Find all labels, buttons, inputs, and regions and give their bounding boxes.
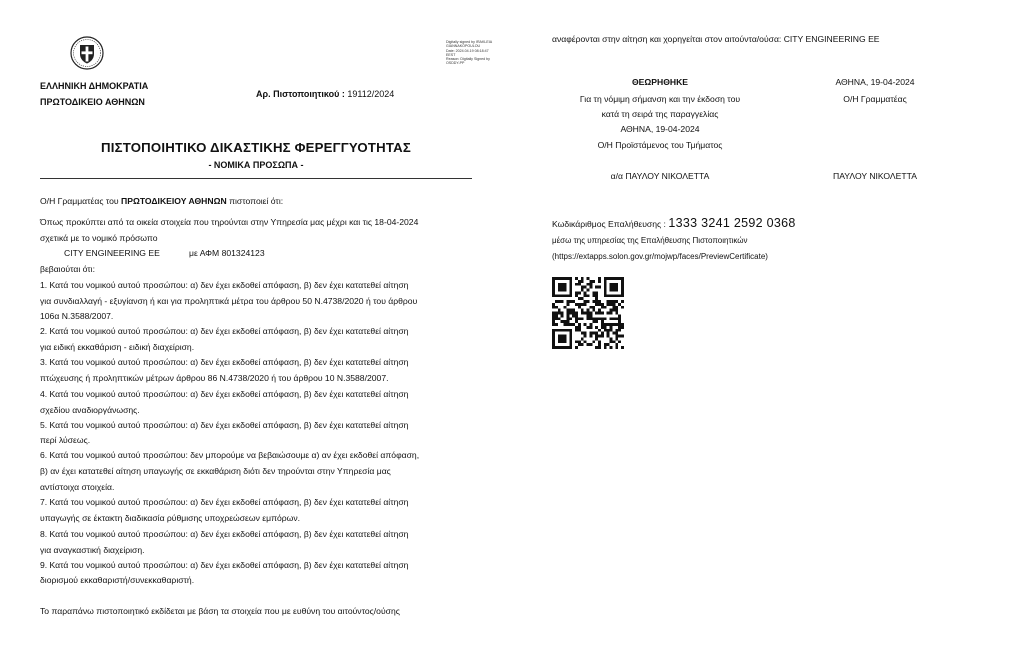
reviewed-signatory: α/α ΠΑΥΛΟΥ ΝΙΚΟΛΕΤΤΑ xyxy=(610,171,710,181)
document-title: ΠΙΣΤΟΠΟΙΗΤΙΚΟ ΔΙΚΑΣΤΙΚΗΣ ΦΕΡΕΓΓΥΟΤΗΤΑΣ xyxy=(101,140,411,155)
intro-line xyxy=(40,196,283,206)
item-line: 106α Ν.3588/2007. xyxy=(40,311,114,321)
verification-service: μέσω της υπηρεσίας της Επαλήθευσης Πιστοποιητικών xyxy=(552,236,748,245)
item-line: 3. Κατά του νομικού αυτού προσώπου: α) δεν έχει εκδοθεί απόφαση, β) δεν έχει κατατεθεί αίτηση xyxy=(40,357,409,367)
signature-line: Date: 2024.04.19 08:18:47 xyxy=(446,48,489,53)
document-subtitle: - ΝΟΜΙΚΑ ΠΡΟΣΩΠΑ - xyxy=(208,160,304,170)
reviewed-role: Ο/Η Προϊστάμενος του Τμήματος xyxy=(597,140,723,150)
certificate-number-label: Αρ. Πιστοποιητικού : xyxy=(256,89,345,99)
greek-coat-of-arms-icon xyxy=(70,36,104,70)
reviewed-title: ΘΕΩΡΗΘΗΚΕ xyxy=(631,77,689,87)
secretary-date: ΑΘΗΝΑ, 19-04-2024 xyxy=(835,77,915,87)
intro-court: ΠΡΩΤΟΔΙΚΕΙΟΥ ΑΘΗΝΩΝ xyxy=(121,196,227,206)
item-line: 6. Κατά του νομικού αυτού προσώπου: δεν μπορούμε να βεβαιώσουμε α) αν έχει εκδοθεί απόφαση, xyxy=(40,450,420,460)
signature-line: OSDDY-PP xyxy=(446,61,465,66)
item-line: 5. Κατά του νομικού αυτού προσώπου: α) δεν έχει εκδοθεί απόφαση, β) δεν έχει κατατεθεί αίτηση xyxy=(40,420,409,430)
item-line: για συνδιαλλαγή - εξυγίανση ή και για προληπτικά μέτρα του άρθρου 50 Ν.4738/2020 ή του άρθρου xyxy=(40,296,418,306)
item-line: β) αν έχει κατατεθεί αίτηση υπαγωγής σε εκκαθάριση διότι δεν τηρούνται στην Υπηρεσία μας xyxy=(40,466,391,476)
item-line: 8. Κατά του νομικού αυτού προσώπου: α) δεν έχει εκδοθεί απόφαση, β) δεν έχει κατατεθεί αίτηση xyxy=(40,529,409,539)
title-divider xyxy=(40,178,472,179)
signature-line: Reason: Digitally Signed by xyxy=(446,57,490,62)
republic-label: ΕΛΛΗΝΙΚΗ ΔΗΜΟΚΡΑΤΙΑ xyxy=(40,81,149,91)
item-line: περί λύσεως. xyxy=(40,435,91,445)
digital-signature-stamp xyxy=(446,40,492,66)
verification-qr-code xyxy=(552,277,624,349)
item-line: υπαγωγής σε έκτακτη διαδικασία ρύθμισης υποχρεώσεων εμπόρων. xyxy=(40,513,301,523)
court-label: ΠΡΩΤΟΔΙΚΕΙΟ ΑΘΗΝΩΝ xyxy=(40,97,145,107)
signature-line: Digitally signed by IRAKLEIA xyxy=(446,40,493,44)
footer-note: Το παραπάνω πιστοποιητικό εκδίδεται με βάση τα στοιχεία που με ευθύνη του αιτούντος/ούσης xyxy=(40,606,400,616)
item-line: 2. Κατά του νομικού αυτού προσώπου: α) δεν έχει εκδοθεί απόφαση, β) δεν έχει κατατεθεί αίτηση xyxy=(40,326,409,336)
item-line: σχεδίου αναδιοργάνωσης. xyxy=(40,405,140,415)
signature-line: GIANNAKOPOULOU xyxy=(446,44,481,49)
item-line: για ειδική εκκαθάριση - ειδική διαχείριση. xyxy=(40,342,195,352)
item-line: 4. Κατά του νομικού αυτού προσώπου: α) δεν έχει εκδοθεί απόφαση, β) δεν έχει κατατεθεί αίτηση xyxy=(40,389,409,399)
secretary-signatory: ΠΑΥΛΟΥ ΝΙΚΟΛΕΤΤΑ xyxy=(833,171,917,181)
signature-line: EEST xyxy=(446,52,456,57)
verification-code-label: Κωδικάριθμος Επαλήθευσης : xyxy=(552,219,666,229)
reviewed-line: Για τη νόμιμη σήμανση και την έκδοση του xyxy=(579,94,741,104)
intro-suffix: πιστοποιεί ότι: xyxy=(229,196,284,206)
body-line: βεβαιούται ότι: xyxy=(40,264,95,274)
continuation-line: αναφέρονται στην αίτηση και χορηγείται στον αιτούντα/ούσα: CITY ENGINEERING EE xyxy=(552,34,880,44)
item-line: πτώχευσης ή προληπτικών μέτρων άρθρου 86 Ν.4738/2020 ή του άρθρου 10 Ν.3588/2007. xyxy=(40,373,389,383)
verification-code-line xyxy=(552,216,796,230)
reviewed-line: κατά τη σειρά της παραγγελίας xyxy=(601,109,719,119)
item-line: διορισμού εκκαθαριστή/συνεκκαθαριστή. xyxy=(40,575,195,585)
item-line: 1. Κατά του νομικού αυτού προσώπου: α) δεν έχει εκδοθεί απόφαση, β) δεν έχει κατατεθεί αίτηση xyxy=(40,280,409,290)
secretary-role: Ο/Η Γραμματέας xyxy=(843,94,907,104)
certificate-number xyxy=(256,89,394,99)
company-name: CITY ENGINEERING EE xyxy=(64,248,160,258)
verification-url[interactable]: (https://extapps.solon.gov.gr/mojwp/faces/PreviewCertificate) xyxy=(552,252,768,261)
company-afm: με ΑΦΜ 801324123 xyxy=(189,248,265,258)
verification-code: 1333 3241 2592 0368 xyxy=(668,216,796,230)
certificate-number-value: 19112/2024 xyxy=(347,89,395,99)
reviewed-date: ΑΘΗΝΑ, 19-04-2024 xyxy=(620,124,700,134)
intro-prefix: Ο/Η Γραμματέας του xyxy=(40,196,119,206)
body-line: σχετικά με το νομικό πρόσωπο xyxy=(40,233,158,243)
body-line: Όπως προκύπτει από τα οικεία στοιχεία που τηρούνται στην Υπηρεσία μας μέχρι και τις 18-04-2024 xyxy=(40,217,419,227)
item-line: 9. Κατά του νομικού αυτού προσώπου: α) δεν έχει εκδοθεί απόφαση, β) δεν έχει κατατεθεί αίτηση xyxy=(40,560,409,570)
item-line: 7. Κατά του νομικού αυτού προσώπου: α) δεν έχει εκδοθεί απόφαση, β) δεν έχει κατατεθεί αίτηση xyxy=(40,497,409,507)
item-line: αντίστοιχα στοιχεία. xyxy=(40,482,115,492)
item-line: για αναγκαστική διαχείριση. xyxy=(40,545,145,555)
